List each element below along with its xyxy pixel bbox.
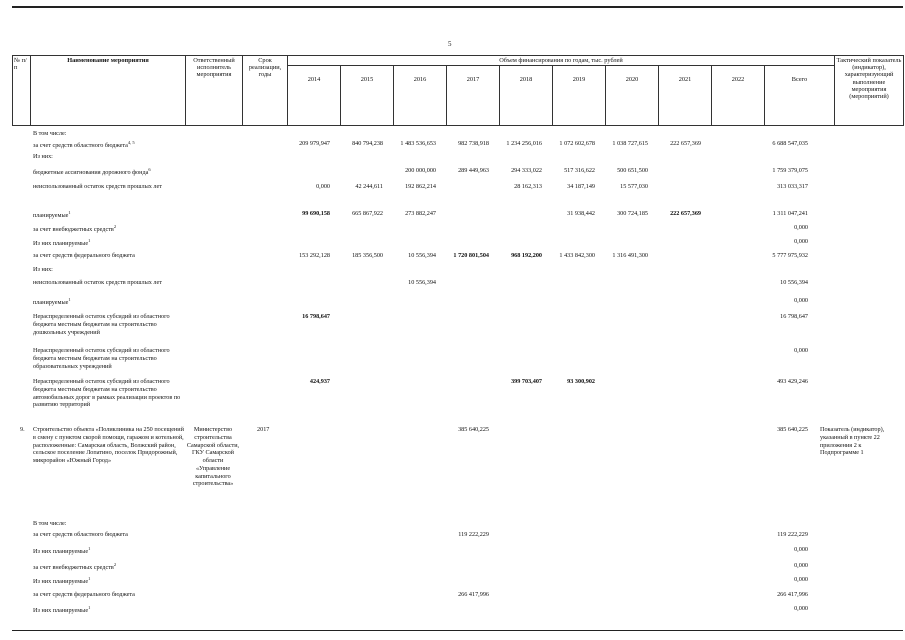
row-label-text: В том числе:: [33, 130, 67, 137]
row-label: [33, 546, 185, 556]
cell-value-2017: 1 720 801,504: [453, 252, 489, 259]
footnote-marker: 1: [88, 605, 91, 610]
cell-value-total: 493 429,246: [777, 378, 808, 385]
row-label: [33, 520, 185, 528]
cell-value-total: 0,000: [794, 297, 808, 304]
row-label: [33, 130, 185, 138]
cell-value-2019: 517 316,622: [564, 167, 595, 174]
footnote-marker: 4, 5: [127, 140, 135, 145]
footnote-marker: 1: [68, 210, 71, 215]
cell-value-total: 10 556,394: [780, 279, 808, 286]
cell-value-total: 0,000: [794, 238, 808, 245]
row-label: [33, 167, 185, 177]
row-label-text: Из них планируемые: [33, 607, 89, 615]
col-indicator-header: Тактический показатель (индикатор), характеризующий выполнение мероприятия (мероприятий): [835, 56, 904, 126]
item-number: 9.: [20, 426, 25, 433]
row-label: [33, 210, 185, 220]
cell-value-total: 16 798,647: [780, 313, 808, 320]
row-label: [33, 562, 185, 572]
row-label: [33, 140, 185, 150]
row-label-text: неиспользованный остаток средств прошлых лет: [33, 279, 162, 286]
cell-value-total: 0,000: [794, 576, 808, 583]
row-label: [33, 252, 185, 260]
col-resp-header: Ответственный исполнитель мероприятия: [186, 56, 243, 126]
row-label: [33, 224, 185, 234]
cell-value-2014: 16 798,647: [302, 313, 330, 320]
cell-value-2017: 385 640,225: [458, 426, 489, 433]
cell-value-2018: 28 162,313: [514, 183, 542, 190]
row-label: [33, 576, 185, 586]
cell-value-2020: 500 651,500: [617, 167, 648, 174]
cell-value-2019: 1 072 602,678: [559, 140, 595, 147]
cell-value-2016: 1 483 536,653: [400, 140, 436, 147]
cell-value-2015: 185 356,500: [352, 252, 383, 259]
row-label: [33, 238, 185, 248]
row-label-text: В том числе:: [33, 520, 67, 527]
row-label: [33, 605, 185, 615]
cell-value-2014: 153 292,128: [299, 252, 330, 259]
footnote-marker: 2: [113, 224, 117, 229]
item-name: Строительство объекта «Поликлиника на 250 посещений в смену с пунктом скорой помощи, гаражом и котельной, расположенные: Самарская область, Волжский район, сельское поселение Лопатино, поселок Придорожный, микрорайон «Южный Город»: [33, 426, 184, 464]
year-header: 2015: [341, 66, 394, 126]
cell-value-total: 0,000: [794, 562, 808, 569]
cell-value-total: 313 033,317: [777, 183, 808, 190]
row-label-text: Нераспределенный остаток субсидий из областного бюджета местным бюджетам на строительство дошкольных учреждений: [33, 313, 170, 336]
row-label-text: за счет внебюджетных средств: [33, 564, 114, 572]
col-num-header: № п/п: [13, 56, 31, 126]
cell-value-2015: 840 794,238: [352, 140, 383, 147]
cell-value-total: 1 311 047,241: [772, 210, 808, 217]
item-responsible: Министерство строительства Самарской области, ГКУ Самарской области «Управление капитального строительства»: [186, 426, 240, 488]
row-label: [33, 183, 185, 191]
year-header: 2020: [606, 66, 659, 126]
cell-value-2021: 222 657,369: [670, 140, 701, 147]
row-label: [33, 279, 185, 287]
row-label-text: за счет средств федерального бюджета: [33, 252, 135, 259]
footnote-marker: 1: [88, 546, 91, 551]
footnote-marker: 6: [148, 167, 151, 172]
total-header: Всего: [765, 66, 835, 126]
cell-value-2014: 424,937: [309, 378, 330, 385]
row-label-text: неиспользованный остаток средств прошлых лет: [33, 183, 162, 190]
row-label-text: за счет средств федерального бюджета: [33, 591, 135, 598]
row-label-text: Из них планируемые: [33, 548, 89, 556]
top-rule: [12, 6, 903, 8]
year-header: 2018: [500, 66, 553, 126]
row-label-text: Нераспределенный остаток субсидий из областного бюджета местным бюджетам на строительство автомобильных дорог в рамках реализации проектов по развитию территорий: [33, 378, 181, 409]
cell-value-2018: 399 703,407: [511, 378, 542, 385]
cell-value-2018: 968 192,200: [511, 252, 542, 259]
row-label-text: за счет средств областного бюджета: [33, 531, 128, 538]
cell-value-total: 0,000: [794, 546, 808, 553]
cell-value-2014: 209 979,947: [299, 140, 330, 147]
footnote-marker: 2: [113, 562, 117, 567]
year-header: 2016: [394, 66, 447, 126]
col-funding-header: Объем финансирования по годам, тыс. рублей: [288, 56, 835, 66]
cell-value-2018: 294 333,022: [511, 167, 542, 174]
cell-value-2018: 1 234 256,016: [506, 140, 542, 147]
row-label: [33, 313, 185, 336]
bottom-rule: [12, 630, 903, 631]
year-header: 2021: [659, 66, 712, 126]
row-label-text: планируемые: [33, 299, 69, 307]
cell-value-2014: 0,000: [316, 183, 330, 190]
cell-value-2016: 200 000,000: [405, 167, 436, 174]
cell-value-2019: 93 300,902: [567, 378, 595, 385]
cell-value-2017: 289 449,963: [458, 167, 489, 174]
row-label-text: Из них планируемые: [33, 578, 89, 586]
row-label: [33, 266, 185, 274]
col-term-header: Срок реализации, годы: [243, 56, 288, 126]
row-label-text: планируемые: [33, 212, 69, 220]
cell-value-2019: 34 187,149: [567, 183, 595, 190]
row-label: [33, 297, 185, 307]
cell-value-2020: 1 316 491,300: [612, 252, 648, 259]
row-label-text: Из них:: [33, 153, 53, 160]
col-name-header: Наименование мероприятия: [31, 56, 186, 126]
footnote-marker: 1: [68, 297, 71, 302]
cell-value-total: 119 222,229: [777, 531, 808, 538]
cell-value-2019: 31 938,442: [567, 210, 595, 217]
year-header: 2022: [712, 66, 765, 126]
year-header: 2014: [288, 66, 341, 126]
cell-value-2020: 300 724,185: [617, 210, 648, 217]
cell-value-2016: 192 862,214: [405, 183, 436, 190]
cell-value-2015: 42 244,611: [355, 183, 383, 190]
row-label: [33, 591, 185, 599]
cell-value-total: 266 417,996: [777, 591, 808, 598]
cell-value-2019: 1 433 842,300: [559, 252, 595, 259]
item-term: 2017: [257, 426, 270, 433]
cell-value-2016: 10 556,394: [408, 252, 436, 259]
year-header: 2019: [553, 66, 606, 126]
cell-value-total: 0,000: [794, 605, 808, 612]
cell-value-2021: 222 657,369: [670, 210, 701, 217]
cell-value-2017: 982 738,918: [458, 140, 489, 147]
year-header: 2017: [447, 66, 500, 126]
footnote-marker: 1: [88, 576, 91, 581]
row-label-text: бюджетные ассигнования дорожного фонда: [33, 169, 149, 177]
row-label: [33, 378, 185, 409]
row-label: [33, 153, 185, 161]
cell-value-2020: 1 038 727,615: [612, 140, 648, 147]
row-label-text: Из них планируемые: [33, 240, 89, 248]
row-label: [33, 347, 185, 370]
cell-value-total: 0,000: [794, 224, 808, 231]
row-label-text: Из них:: [33, 266, 53, 273]
cell-value-total: 5 777 975,932: [772, 252, 808, 259]
cell-value-total: 1 759 379,075: [772, 167, 808, 174]
cell-value-2016: 10 556,394: [408, 279, 436, 286]
footnote-marker: 1: [88, 238, 91, 243]
row-label-text: Нераспределенный остаток субсидий из областного бюджета местным бюджетам на строительство образовательных учреждений: [33, 347, 170, 370]
row-label: [33, 531, 185, 539]
cell-value-total: 0,000: [794, 347, 808, 354]
row-label-text: за счет средств областного бюджета: [33, 142, 128, 150]
cell-value-total: 6 688 547,035: [772, 140, 808, 147]
cell-value-total: 385 640,225: [777, 426, 808, 433]
cell-value-2017: 266 417,996: [458, 591, 489, 598]
cell-value-2014: 99 690,158: [302, 210, 330, 217]
cell-value-2017: 119 222,229: [458, 531, 489, 538]
header-table: [12, 55, 904, 126]
cell-value-2020: 15 577,030: [620, 183, 648, 190]
item-indicator: Показатель (индикатор), указанный в пункте 22 приложения 2 к Подпрограмме 1: [820, 426, 885, 457]
cell-value-2016: 273 882,247: [405, 210, 436, 217]
cell-value-2015: 665 867,922: [352, 210, 383, 217]
row-label-text: за счет внебюджетных средств: [33, 226, 114, 234]
page-number: 5: [448, 40, 452, 48]
